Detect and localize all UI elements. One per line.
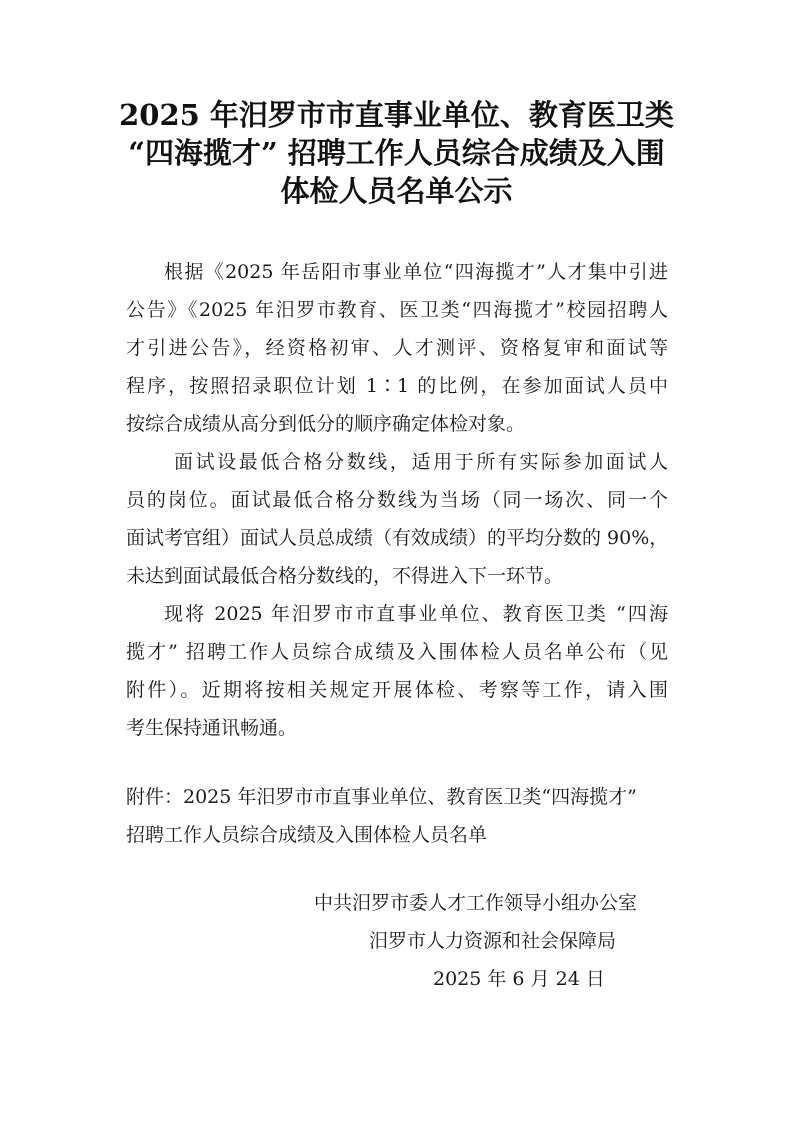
paragraph-line: 公告》《2025 年汨罗市教育、医卫类“四海揽才”校园招聘人: [126, 299, 668, 321]
title-line-3: 体检人员名单公示: [280, 174, 513, 208]
paragraph-line: 员的岗位。面试最低合格分数线为当场（同一场次、同一个: [126, 489, 668, 511]
paragraph-line: 未达到面试最低合格分数线的，不得进入下一环节。: [126, 565, 564, 587]
title-line-1: 2025 年汨罗市市直事业单位、教育医卫类: [119, 98, 674, 132]
paragraph-announcement: [126, 595, 668, 747]
paragraph-line: 程序，按照招录职位计划 1∶1 的比例，在参加面试人员中: [126, 375, 668, 397]
issue-date: 2025 年 6 月 24 日: [433, 968, 605, 990]
document-title: [60, 96, 733, 210]
paragraph-passing-score: [126, 443, 668, 595]
title-line-2: “四海揽才” 招聘工作人员综合成绩及入围: [128, 136, 665, 170]
paragraph-line: 现将 2025 年汨罗市市直事业单位、教育医卫类 “四海: [164, 603, 668, 625]
attachment-line: 附件：2025 年汨罗市市直事业单位、教育医卫类“四海揽才”: [126, 786, 637, 808]
issuing-organization-1: 中共汨罗市委人才工作领导小组办公室: [314, 892, 638, 914]
paragraph-line: 考生保持通讯畅通。: [126, 717, 298, 739]
document-body: [126, 253, 668, 747]
paragraph-line: 按综合成绩从高分到低分的顺序确定体检对象。: [126, 413, 526, 435]
paragraph-line: 根据《2025 年岳阳市事业单位“四海揽才”人才集中引进: [164, 261, 668, 283]
paragraph-line: 面试考官组）面试人员总成绩（有效成绩）的平均分数的 90%，: [126, 527, 669, 549]
issuing-organization-2: 汨罗市人力资源和社会保障局: [369, 930, 617, 952]
paragraph-line: 揽才” 招聘工作人员综合成绩及入围体检人员名单公布（见: [126, 641, 668, 663]
paragraph-line: 面试设最低合格分数线，适用于所有实际参加面试人: [174, 451, 668, 473]
paragraph-line: 才引进公告》，经资格初审、人才测评、资格复审和面试等: [126, 337, 668, 359]
paragraph-basis: [126, 253, 668, 443]
paragraph-line: 附件）。近期将按相关规定开展体检、考察等工作，请入围: [126, 679, 668, 701]
attachment-line: 招聘工作人员综合成绩及入围体检人员名单: [126, 824, 488, 846]
attachment-note: [126, 778, 686, 854]
